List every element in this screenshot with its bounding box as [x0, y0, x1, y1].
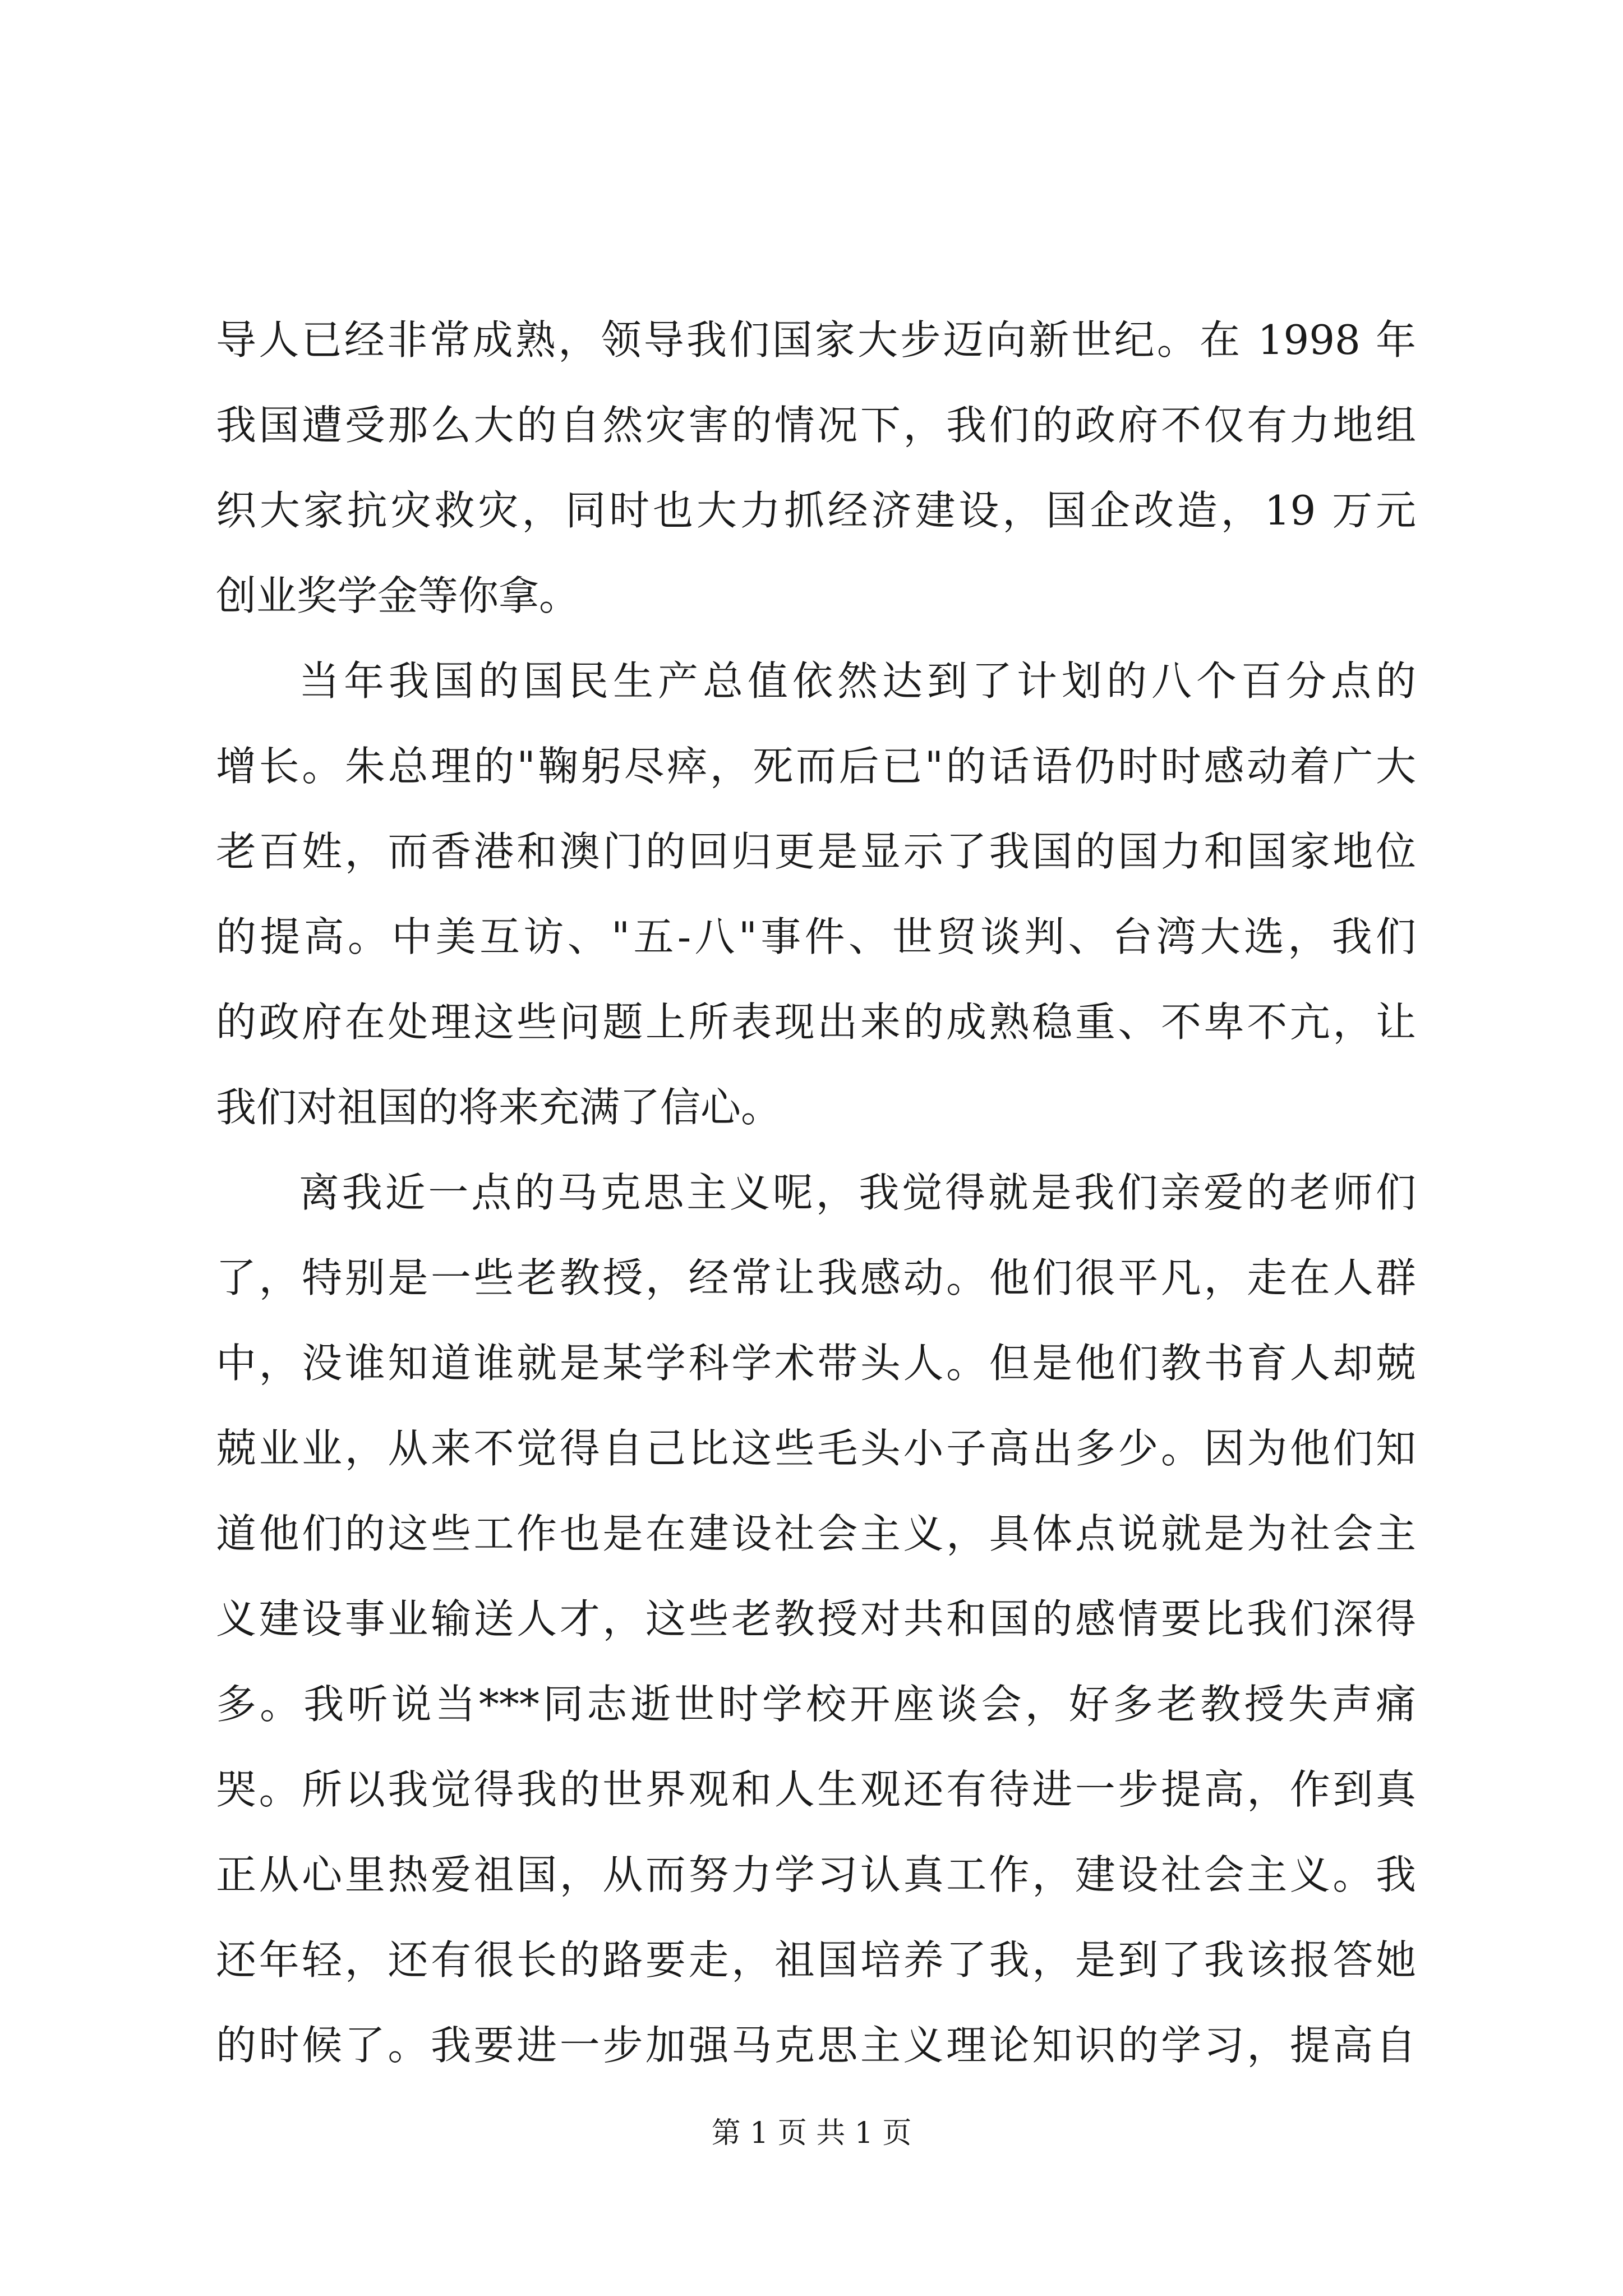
text-line: 还年轻，还有很长的路要走，祖国培养了我，是到了我该报答她	[216, 1936, 1416, 1984]
text-line: 义建设事业输送人才，这些老教授对共和国的感情要比我们深得	[216, 1595, 1416, 1642]
text-line: 创业奖学金等你拿。	[216, 572, 580, 619]
text-line: 离我近一点的马克思主义呢，我觉得就是我们亲爱的老师们	[299, 1169, 1416, 1216]
text-line: 兢业业，从来不觉得自己比这些毛头小子高出多少。因为他们知	[216, 1425, 1416, 1472]
text-line: 哭。所以我觉得我的世界观和人生观还有待进一步提高，作到真	[216, 1766, 1416, 1813]
text-line: 织大家抗灾救灾，同时也大力抓经济建设，国企改造，19 万元	[216, 487, 1416, 534]
text-line: 正从心里热爱祖国，从而努力学习认真工作，建设社会主义。我	[216, 1851, 1416, 1898]
text-line: 道他们的这些工作也是在建设社会主义，具体点说就是为社会主	[216, 1510, 1416, 1557]
text-line: 老百姓，而香港和澳门的回归更是显示了我国的国力和国家地位	[216, 828, 1416, 875]
document-body	[216, 297, 1416, 2088]
text-line: 当年我国的国民生产总值依然达到了计划的八个百分点的	[299, 657, 1416, 705]
text-line: 了，特别是一些老教授，经常让我感动。他们很平凡，走在人群	[216, 1254, 1416, 1301]
text-line: 导人已经非常成熟，领导我们国家大步迈向新世纪。在 1998 年	[216, 316, 1416, 364]
text-line: 中，没谁知道谁就是某学科学术带头人。但是他们教书育人却兢	[216, 1340, 1416, 1387]
text-line: 多。我听说当***同志逝世时学校开座谈会，好多老教授失声痛	[216, 1681, 1416, 1728]
text-line: 的政府在处理这些问题上所表现出来的成熟稳重、不卑不亢，让	[216, 999, 1416, 1046]
text-line: 我们对祖国的将来充满了信心。	[216, 1084, 782, 1131]
text-line: 的提高。中美互访、"五-八"事件、世贸谈判、台湾大选，我们	[216, 913, 1416, 960]
text-line: 增长。朱总理的"鞠躬尽瘁，死而后已"的话语仍时时感动着广大	[216, 743, 1416, 790]
text-line: 的时候了。我要进一步加强马克思主义理论知识的学习，提高自	[216, 2022, 1416, 2069]
text-line: 我国遭受那么大的自然灾害的情况下，我们的政府不仅有力地组	[216, 402, 1416, 449]
page-footer	[0, 2114, 1623, 2153]
page-number-label: 第 1 页 共 1 页	[711, 2116, 912, 2150]
